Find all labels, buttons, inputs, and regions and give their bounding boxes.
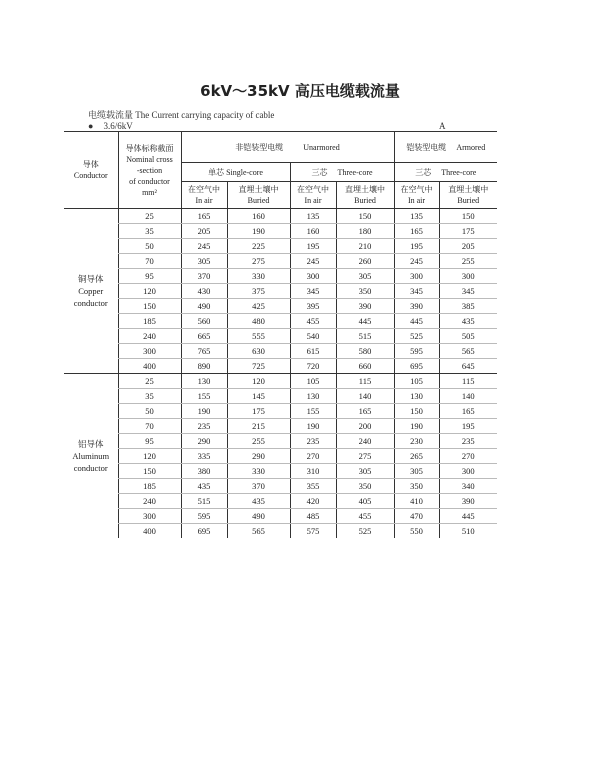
- ampacity-cell: 695: [394, 359, 439, 374]
- ampacity-cell: 555: [227, 329, 290, 344]
- single-core-header: [181, 163, 290, 182]
- ampacity-cell: 130: [181, 374, 227, 389]
- col-air-3: [394, 182, 439, 209]
- ampacity-cell: 115: [336, 374, 394, 389]
- ampacity-cell: 150: [336, 209, 394, 224]
- cross-section-cell: 25: [118, 209, 181, 224]
- ampacity-cell: 330: [227, 269, 290, 284]
- ampacity-cell: 430: [181, 284, 227, 299]
- ampacity-cell: 205: [181, 224, 227, 239]
- ampacity-cell: 695: [181, 524, 227, 539]
- col-air-1-cn: 在空气中: [188, 185, 220, 194]
- conductor-group-name-cn: 铝导体: [77, 439, 104, 449]
- ampacity-cell: 165: [439, 404, 497, 419]
- cross-section-cell: 150: [118, 299, 181, 314]
- ampacity-cell: 305: [336, 269, 394, 284]
- ampacity-cell: 165: [336, 404, 394, 419]
- ampacity-cell: 260: [336, 254, 394, 269]
- conductor-group-name-en-2: conductor: [73, 298, 108, 308]
- ampacity-cell: 350: [336, 479, 394, 494]
- ampacity-cell: 455: [336, 509, 394, 524]
- armored-header-cn: 铠装型电缆: [406, 142, 447, 152]
- ampacity-cell: 135: [394, 209, 439, 224]
- ampacity-cell: 550: [394, 524, 439, 539]
- table-row: [64, 374, 497, 389]
- ampacity-cell: 290: [227, 449, 290, 464]
- section-header-en-1: Nominal cross: [126, 154, 173, 164]
- ampacity-cell: 305: [394, 464, 439, 479]
- cross-section-cell: 400: [118, 524, 181, 539]
- section-header-cn: 导体标称截面: [125, 143, 174, 153]
- conductor-group-label: [64, 374, 118, 539]
- ampacity-cell: 235: [290, 434, 336, 449]
- three-core-header-en: Three-core: [337, 167, 373, 177]
- ampacity-cell: 370: [181, 269, 227, 284]
- ampacity-cell: 355: [290, 479, 336, 494]
- cross-section-cell: 150: [118, 464, 181, 479]
- ampacity-cell: 300: [439, 269, 497, 284]
- ampacity-cell: 565: [439, 344, 497, 359]
- table-caption: 电缆载流量 The Current carrying capacity of cable: [88, 110, 275, 120]
- ampacity-cell: 345: [439, 284, 497, 299]
- col-buried-1-en: Buried: [247, 196, 270, 205]
- ampacity-cell: 435: [181, 479, 227, 494]
- ampacity-cell: 300: [394, 269, 439, 284]
- table-row: [64, 329, 497, 344]
- col-buried-3-en: Buried: [457, 196, 480, 205]
- section-header-en-3: of conductor: [129, 176, 170, 186]
- table-row: [64, 449, 497, 464]
- col-air-1: [181, 182, 227, 209]
- ampacity-cell: 515: [336, 329, 394, 344]
- ampacity-cell: 575: [290, 524, 336, 539]
- table-row: [64, 224, 497, 239]
- ampacity-cell: 645: [439, 359, 497, 374]
- ampacity-cell: 410: [394, 494, 439, 509]
- table-row: [64, 509, 497, 524]
- ampacity-cell: 385: [439, 299, 497, 314]
- table-row: [64, 359, 497, 374]
- ampacity-cell: 235: [181, 419, 227, 434]
- ampacity-cell: 290: [181, 434, 227, 449]
- section-header: [118, 132, 181, 209]
- ampacity-cell: 195: [394, 239, 439, 254]
- ampacity-cell: 490: [181, 299, 227, 314]
- ampacity-cell: 175: [439, 224, 497, 239]
- ampacity-cell: 560: [181, 314, 227, 329]
- ampacity-cell: 230: [394, 434, 439, 449]
- ampacity-cell: 725: [227, 359, 290, 374]
- ampacity-cell: 395: [290, 299, 336, 314]
- ampacity-cell: 490: [227, 509, 290, 524]
- ampacity-cell: 225: [227, 239, 290, 254]
- ampacity-cell: 330: [227, 464, 290, 479]
- ampacity-cell: 345: [290, 284, 336, 299]
- ampacity-cell: 435: [439, 314, 497, 329]
- armored-three-core-header: [394, 163, 497, 182]
- col-air-3-en: In air: [407, 196, 426, 205]
- ampacity-cell: 485: [290, 509, 336, 524]
- conductor-group-name-en-2: conductor: [73, 463, 108, 473]
- col-air-2-en: In air: [304, 196, 322, 205]
- col-buried-3: [439, 182, 497, 209]
- ampacity-cell: 275: [227, 254, 290, 269]
- ampacity-cell: 245: [394, 254, 439, 269]
- ampacity-cell: 525: [336, 524, 394, 539]
- ampacity-cell: 350: [394, 479, 439, 494]
- ampacity-cell: 370: [227, 479, 290, 494]
- table-row: [64, 299, 497, 314]
- ampacity-cell: 195: [290, 239, 336, 254]
- ampacity-cell: 175: [227, 404, 290, 419]
- voltage-label: [88, 121, 133, 131]
- ampacity-cell: 270: [290, 449, 336, 464]
- col-buried-2: [336, 182, 394, 209]
- col-buried-1-cn: 直埋土壤中: [238, 185, 279, 194]
- ampacity-cell: 140: [336, 389, 394, 404]
- ampacity-cell: 160: [290, 224, 336, 239]
- ampacity-cell: 665: [181, 329, 227, 344]
- cross-section-cell: 95: [118, 269, 181, 284]
- ampacity-cell: 525: [394, 329, 439, 344]
- ampacity-cell: 660: [336, 359, 394, 374]
- ampacity-cell: 190: [394, 419, 439, 434]
- ampacity-cell: 200: [336, 419, 394, 434]
- col-air-1-en: In air: [195, 196, 213, 205]
- ampacity-cell: 565: [227, 524, 290, 539]
- cross-section-cell: 25: [118, 374, 181, 389]
- ampacity-cell: 445: [336, 314, 394, 329]
- ampacity-table: [64, 131, 497, 538]
- ampacity-cell: 380: [181, 464, 227, 479]
- cross-section-cell: 35: [118, 389, 181, 404]
- ampacity-cell: 390: [439, 494, 497, 509]
- page-title: 6kV～35kV 高压电缆载流量: [200, 82, 400, 100]
- ampacity-cell: 765: [181, 344, 227, 359]
- ampacity-cell: 630: [227, 344, 290, 359]
- ampacity-cell: 480: [227, 314, 290, 329]
- cross-section-cell: 185: [118, 479, 181, 494]
- ampacity-cell: 405: [336, 494, 394, 509]
- cross-section-cell: 35: [118, 224, 181, 239]
- ampacity-cell: 275: [336, 449, 394, 464]
- ampacity-cell: 455: [290, 314, 336, 329]
- ampacity-cell: 120: [227, 374, 290, 389]
- armored-header: [394, 132, 497, 163]
- ampacity-cell: 890: [181, 359, 227, 374]
- col-buried-3-cn: 直埋土壤中: [448, 185, 489, 194]
- ampacity-cell: 270: [439, 449, 497, 464]
- cross-section-cell: 185: [118, 314, 181, 329]
- table-row: [64, 404, 497, 419]
- ampacity-cell: 720: [290, 359, 336, 374]
- single-core-header-cn: 单芯: [208, 167, 225, 177]
- ampacity-cell: 190: [290, 419, 336, 434]
- ampacity-cell: 540: [290, 329, 336, 344]
- ampacity-cell: 595: [394, 344, 439, 359]
- bullet-icon: ●: [88, 121, 94, 131]
- armored-three-core-header-cn: 三芯: [415, 167, 432, 177]
- cross-section-cell: 50: [118, 239, 181, 254]
- col-buried-2-cn: 直埋土壤中: [345, 185, 385, 194]
- ampacity-cell: 155: [181, 389, 227, 404]
- table-row: [64, 209, 497, 224]
- unit-label: A: [439, 121, 446, 131]
- col-buried-1: [227, 182, 290, 209]
- table-row: [64, 419, 497, 434]
- ampacity-cell: 335: [181, 449, 227, 464]
- ampacity-cell: 445: [394, 314, 439, 329]
- ampacity-cell: 115: [439, 374, 497, 389]
- table-row: [64, 524, 497, 539]
- conductor-group-name-en-1: Aluminum: [72, 451, 110, 461]
- table-row: [64, 494, 497, 509]
- ampacity-cell: 155: [290, 404, 336, 419]
- conductor-header-en: Conductor: [73, 171, 108, 180]
- section-header-en-2: -section: [136, 165, 163, 175]
- ampacity-cell: 205: [439, 239, 497, 254]
- table-row: [64, 389, 497, 404]
- ampacity-cell: 300: [290, 269, 336, 284]
- ampacity-cell: 310: [290, 464, 336, 479]
- ampacity-cell: 445: [439, 509, 497, 524]
- ampacity-cell: 130: [394, 389, 439, 404]
- three-core-header: [290, 163, 394, 182]
- ampacity-cell: 515: [181, 494, 227, 509]
- ampacity-cell: 435: [227, 494, 290, 509]
- cross-section-cell: 120: [118, 284, 181, 299]
- cross-section-cell: 70: [118, 419, 181, 434]
- conductor-group-name-cn: 铜导体: [77, 274, 104, 284]
- armored-three-core-header-en: Three-core: [441, 167, 477, 177]
- table-row: [64, 344, 497, 359]
- ampacity-cell: 135: [290, 209, 336, 224]
- col-air-2: [290, 182, 336, 209]
- conductor-group-name-en-1: Copper: [78, 286, 104, 296]
- ampacity-cell: 130: [290, 389, 336, 404]
- col-buried-2-en: Buried: [354, 196, 376, 205]
- section-header-unit: mm²: [142, 187, 157, 197]
- ampacity-cell: 300: [439, 464, 497, 479]
- ampacity-cell: 255: [439, 254, 497, 269]
- ampacity-cell: 615: [290, 344, 336, 359]
- ampacity-cell: 160: [227, 209, 290, 224]
- ampacity-cell: 245: [181, 239, 227, 254]
- ampacity-cell: 190: [181, 404, 227, 419]
- cross-section-cell: 95: [118, 434, 181, 449]
- ampacity-cell: 425: [227, 299, 290, 314]
- ampacity-cell: 235: [439, 434, 497, 449]
- conductor-group-label: [64, 209, 118, 374]
- cross-section-cell: 400: [118, 359, 181, 374]
- conductor-header: [64, 132, 118, 209]
- voltage-value: 3.6/6kV: [103, 121, 133, 131]
- ampacity-cell: 215: [227, 419, 290, 434]
- table-row: [64, 434, 497, 449]
- ampacity-cell: 265: [394, 449, 439, 464]
- col-air-3-cn: 在空气中: [400, 185, 433, 194]
- unarmored-header-en: Unarmored: [303, 142, 340, 152]
- ampacity-cell: 505: [439, 329, 497, 344]
- ampacity-cell: 595: [181, 509, 227, 524]
- cross-section-cell: 300: [118, 344, 181, 359]
- armored-header-en: Armored: [456, 142, 486, 152]
- ampacity-cell: 105: [290, 374, 336, 389]
- single-core-header-en: Single-core: [226, 167, 263, 177]
- table-row: [64, 314, 497, 329]
- table-row: [64, 239, 497, 254]
- ampacity-cell: 510: [439, 524, 497, 539]
- ampacity-cell: 140: [439, 389, 497, 404]
- unarmored-header-cn: 非铠装型电缆: [235, 142, 284, 152]
- cross-section-cell: 300: [118, 509, 181, 524]
- ampacity-cell: 150: [439, 209, 497, 224]
- ampacity-cell: 390: [336, 299, 394, 314]
- ampacity-cell: 180: [336, 224, 394, 239]
- three-core-header-cn: 三芯: [311, 167, 328, 177]
- ampacity-cell: 345: [394, 284, 439, 299]
- table-row: [64, 269, 497, 284]
- table-row: [64, 464, 497, 479]
- ampacity-cell: 390: [394, 299, 439, 314]
- table-row: [64, 284, 497, 299]
- ampacity-cell: 305: [181, 254, 227, 269]
- cross-section-cell: 50: [118, 404, 181, 419]
- ampacity-cell: 195: [439, 419, 497, 434]
- ampacity-cell: 145: [227, 389, 290, 404]
- col-air-2-cn: 在空气中: [297, 185, 329, 194]
- ampacity-cell: 420: [290, 494, 336, 509]
- ampacity-cell: 210: [336, 239, 394, 254]
- conductor-header-cn: 导体: [82, 160, 99, 169]
- ampacity-cell: 305: [336, 464, 394, 479]
- ampacity-cell: 350: [336, 284, 394, 299]
- ampacity-cell: 150: [394, 404, 439, 419]
- cross-section-cell: 70: [118, 254, 181, 269]
- ampacity-cell: 165: [181, 209, 227, 224]
- unarmored-header: [181, 132, 394, 163]
- ampacity-cell: 105: [394, 374, 439, 389]
- ampacity-cell: 470: [394, 509, 439, 524]
- cross-section-cell: 120: [118, 449, 181, 464]
- cross-section-cell: 240: [118, 329, 181, 344]
- ampacity-cell: 190: [227, 224, 290, 239]
- ampacity-cell: 375: [227, 284, 290, 299]
- ampacity-cell: 245: [290, 254, 336, 269]
- ampacity-cell: 240: [336, 434, 394, 449]
- ampacity-cell: 340: [439, 479, 497, 494]
- ampacity-cell: 165: [394, 224, 439, 239]
- ampacity-cell: 580: [336, 344, 394, 359]
- table-row: [64, 479, 497, 494]
- cross-section-cell: 240: [118, 494, 181, 509]
- ampacity-cell: 255: [227, 434, 290, 449]
- table-row: [64, 254, 497, 269]
